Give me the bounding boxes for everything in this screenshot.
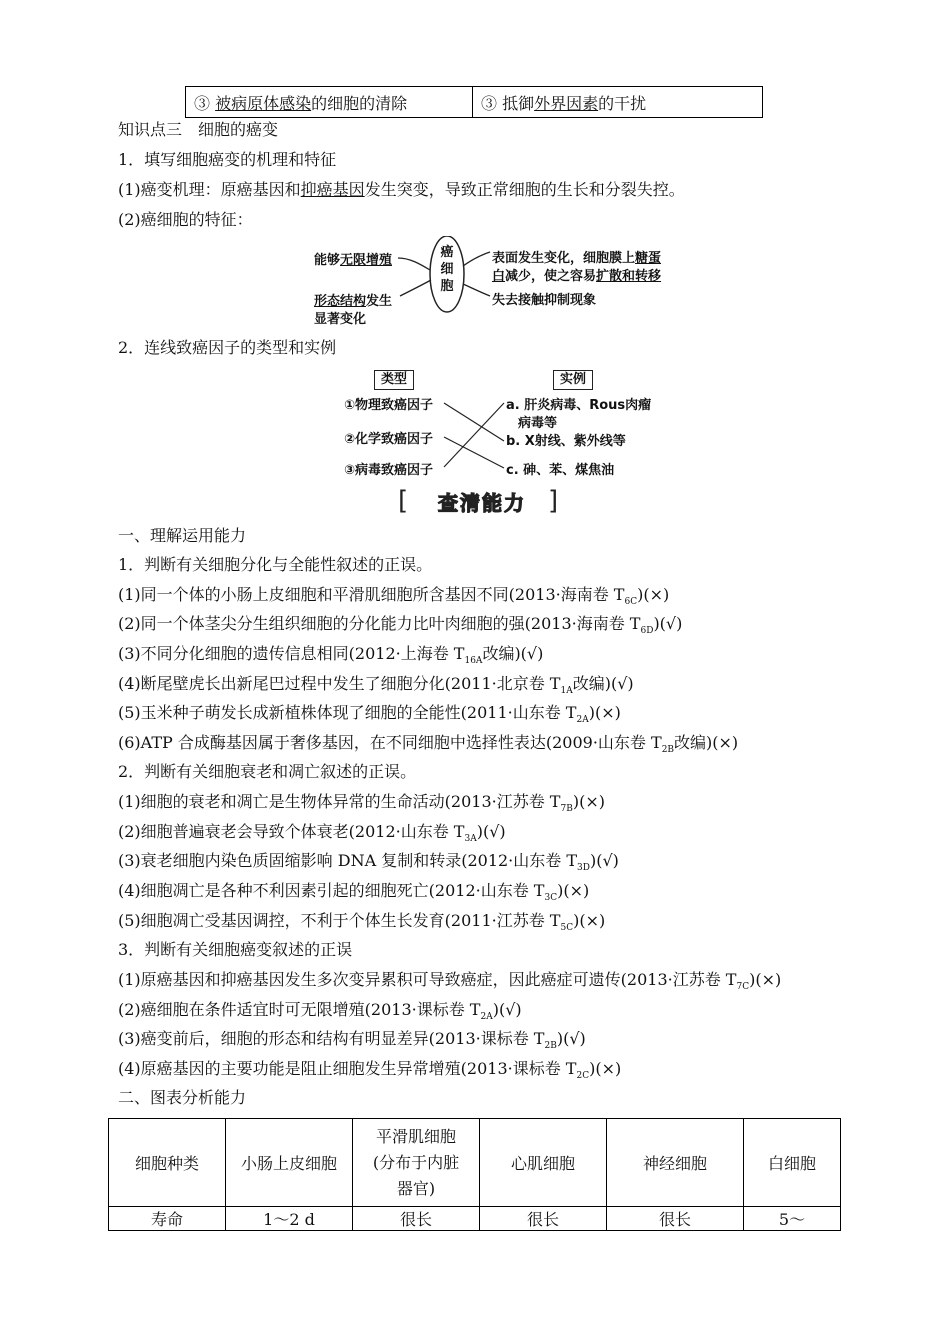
top-table-right-cell: ③ 抵御外界因素的干扰: [473, 87, 763, 118]
q3-item: (2)癌细胞在条件适宜时可无限增殖(2013·课标卷 $T_{2A})(√)$: [118, 1000, 522, 1023]
table-row: [109, 1207, 841, 1231]
table-header-cell: 细胞种类: [109, 1119, 226, 1207]
cancer-features-title: (2)癌细胞的特征：: [118, 210, 253, 229]
section-banner: 查清能力: [438, 491, 526, 515]
q3-item: (3)癌变前后，细胞的形态和结构有明显差异(2013·课标卷 $T_{2B})(√)$: [118, 1029, 586, 1052]
table-cell: 很长: [480, 1207, 607, 1231]
type-chemical: ②化学致癌因子: [344, 432, 434, 447]
table-cell: 寿命: [109, 1207, 226, 1231]
q2-item: (1)细胞的衰老和凋亡是生物体异常的生命活动(2013·江苏卷 $T_{7B})(\times)$: [118, 792, 605, 815]
top-table: [185, 86, 763, 118]
q1-item: (2)同一个体茎尖分生组织细胞的分化能力比叶肉细胞的强(2013·海南卷 $T_{6D})(√)$: [118, 614, 683, 637]
q2-title: 2．判断有关细胞衰老和凋亡叙述的正误。: [118, 762, 417, 781]
table-header-cell: 平滑肌细胞 (分布于内脏 器官): [353, 1119, 480, 1207]
q1-item: (6)ATP 合成酶基因属于奢侈基因，在不同细胞中选择性表达(2009·山东卷 $T_{2B}$改编)(×): [118, 733, 739, 756]
section3-item2: 2．连线致癌因子的类型和实例: [118, 338, 337, 357]
example-b: b. X射线、紫外线等: [506, 434, 626, 449]
cancer-cell-label: 癌 细 胞: [440, 245, 454, 294]
type-viral: ③病毒致癌因子: [344, 463, 434, 478]
table-header-cell: 心肌细胞: [480, 1119, 607, 1207]
q3-item: (4)原癌基因的主要功能是阻止细胞发生异常增殖(2013·课标卷 $T_{2C})(\times)$: [118, 1059, 622, 1082]
example-header: 实例: [553, 370, 593, 390]
part2-heading: 二、图表分析能力: [118, 1088, 247, 1107]
q3-title: 3．判断有关细胞癌变叙述的正误: [118, 940, 353, 959]
matching-lines: [440, 395, 510, 475]
feature-morphology-change-line2: 显著变化: [314, 312, 367, 327]
feature-morphology-change: 形态结构发生: [314, 294, 393, 309]
feature-surface-change: 表面发生变化，细胞膜上糖蛋: [492, 251, 662, 266]
section3-heading: 知识点三 细胞的癌变: [118, 120, 279, 139]
section3-item1: 1．填写细胞癌变的机理和特征: [118, 150, 337, 169]
q2-item: (3)衰老细胞内染色质固缩影响 DNA 复制和转录(2012·山东卷 $T_{3D})(√)$: [118, 851, 619, 874]
feature-unlimited-proliferation: 能够无限增殖: [314, 253, 393, 268]
table-cell: 1～2 d: [226, 1207, 353, 1231]
q1-item: (5)玉米种子萌发长成新植株体现了细胞的全能性(2011·山东卷 $T_{2A})(\times)$: [118, 703, 621, 726]
top-table-left-cell: ③ 被病原体感染的细胞的清除: [186, 87, 473, 118]
table-cell: 5～: [744, 1207, 841, 1231]
q1-title: 1．判断有关细胞分化与全能性叙述的正误。: [118, 555, 433, 574]
type-header: 类型: [374, 370, 414, 390]
q1-item: (3)不同分化细胞的遗传信息相同(2012·上海卷 $T_{16A}$改编)(√): [118, 644, 544, 667]
table-header-row: [109, 1119, 841, 1207]
cancer-mechanism: (1)癌变机理：原癌基因和抑癌基因发生突变，导致正常细胞的生长和分裂失控。: [118, 180, 685, 199]
q2-item: (4)细胞凋亡是各种不利因素引起的细胞死亡(2012·山东卷 $T_{3C})(\times)$: [118, 881, 590, 904]
q1-item: (4)断尾壁虎长出新尾巴过程中发生了细胞分化(2011·北京卷 $T_{1A}$改编)(√): [118, 674, 634, 697]
part1-heading: 一、理解运用能力: [118, 526, 247, 545]
example-a-line2: 病毒等: [518, 416, 558, 431]
table-header-cell: 神经细胞: [607, 1119, 744, 1207]
q3-item: (1)原癌基因和抑癌基因发生多次变异累积可导致癌症，因此癌症可遗传(2013·江苏卷 $T_{7C})(\times)$: [118, 970, 782, 993]
q1-item: (1)同一个体的小肠上皮细胞和平滑肌细胞所含基因不同(2013·海南卷 $T_{6C})(\times)$: [118, 585, 670, 608]
cell-lifespan-table: [108, 1118, 841, 1231]
example-c: c. 砷、苯、煤焦油: [506, 463, 615, 478]
feature-surface-change-line2: 白减少，使之容易扩散和转移: [492, 269, 662, 284]
type-physical: ①物理致癌因子: [344, 398, 434, 413]
q2-item: (2)细胞普遍衰老会导致个体衰老(2012·山东卷 $T_{3A})(√)$: [118, 822, 506, 845]
q2-item: (5)细胞凋亡受基因调控，不利于个体生长发育(2011·江苏卷 $T_{5C})(\times)$: [118, 911, 606, 934]
banner-left-bracket: [: [398, 486, 409, 516]
feature-contact-inhibition-loss: 失去接触抑制现象: [492, 293, 597, 308]
banner-right-bracket: ]: [548, 486, 559, 516]
example-a: a. 肝炎病毒、Rous肉瘤: [506, 398, 652, 413]
table-header-cell: 白细胞: [744, 1119, 841, 1207]
table-cell: 很长: [607, 1207, 744, 1231]
table-cell: 很长: [353, 1207, 480, 1231]
table-header-cell: 小肠上皮细胞: [226, 1119, 353, 1207]
